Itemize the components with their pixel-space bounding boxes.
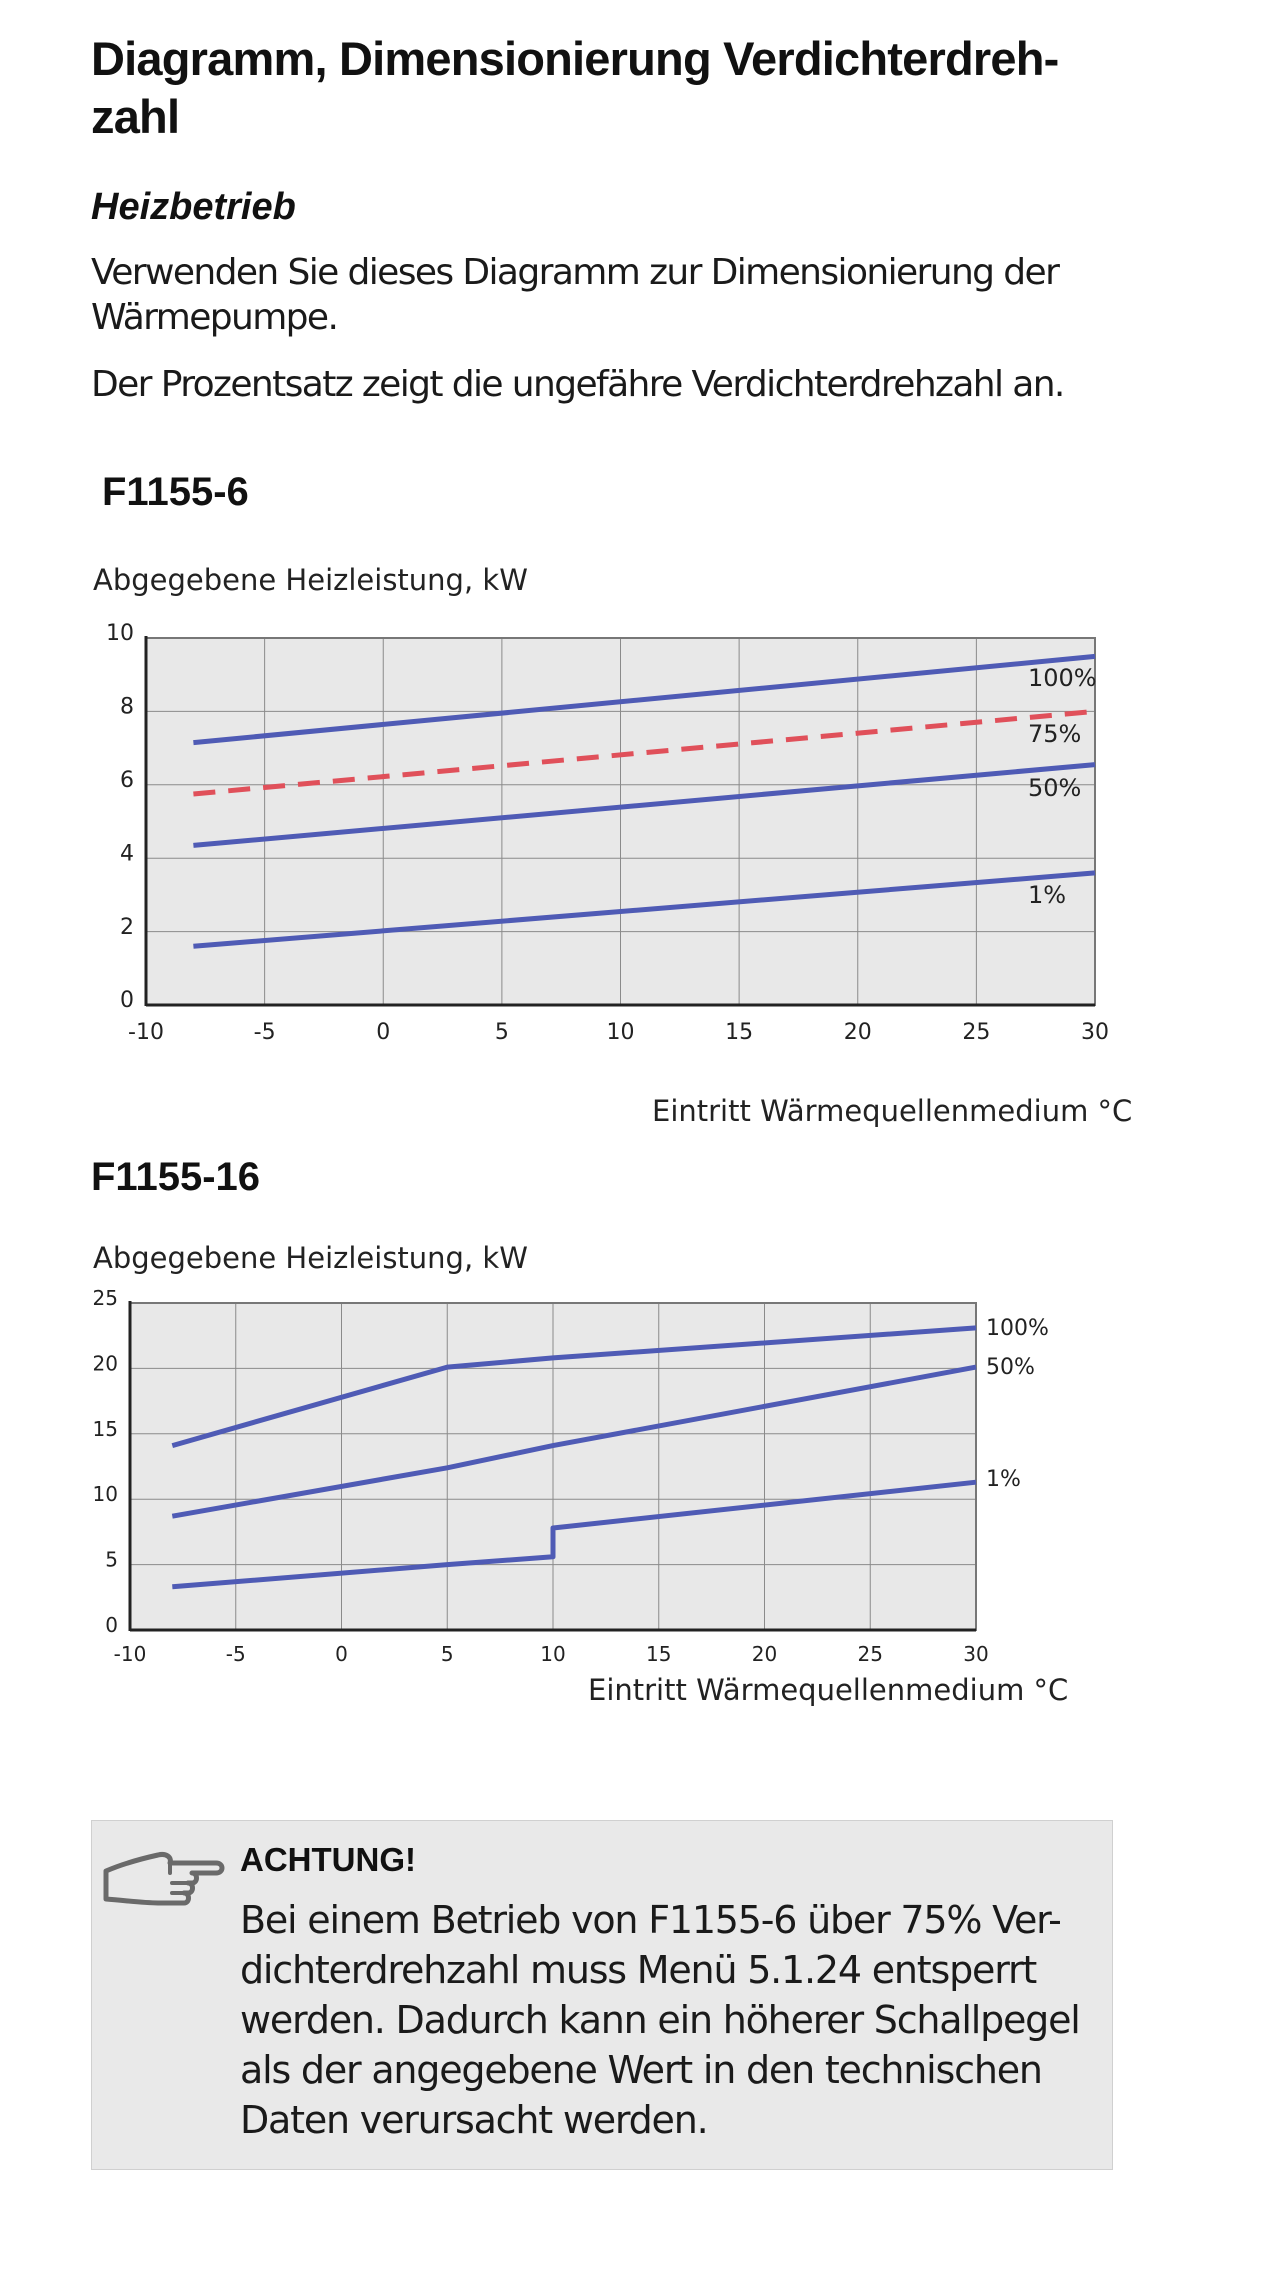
warning-heading: ACHTUNG! — [240, 1841, 416, 1878]
y-tick-label: 25 — [92, 1286, 118, 1310]
series-label: 100% — [1028, 664, 1097, 692]
x-tick-label: -5 — [253, 1020, 276, 1045]
series-label: 1% — [1028, 881, 1067, 909]
y-tick-label: 10 — [92, 1482, 118, 1507]
x-tick-label: -10 — [113, 1642, 147, 1666]
x-tick-label: 5 — [440, 1642, 454, 1666]
y-tick-label: 0 — [120, 988, 134, 1014]
y-tick-label: 10 — [106, 621, 134, 647]
y-tick-label: 0 — [105, 1613, 118, 1637]
x-axis-title: Eintritt Wärmequellenmedium °C — [652, 1094, 1133, 1128]
y-tick-label: 6 — [120, 768, 134, 793]
series-label: 50% — [1028, 774, 1082, 802]
x-tick-label: 30 — [1081, 1020, 1109, 1045]
x-tick-label: 0 — [376, 1020, 391, 1045]
x-axis-title: Eintritt Wärmequellenmedium °C — [588, 1673, 1069, 1707]
y-tick-label: 8 — [120, 694, 134, 720]
y-tick-label: 2 — [120, 914, 134, 940]
warning-text — [240, 1895, 1100, 2145]
x-tick-label: -10 — [128, 1020, 164, 1045]
y-axis-title: Abgegebene Heizleistung, kW — [93, 563, 528, 597]
warning-text-line: dichterdrehzahl muss Menü 5.1.24 entsperrt — [240, 1948, 1037, 1992]
percentage-paragraph: Der Prozentsatz zeigt die ungefähre Verdichterdrehzahl an. — [91, 364, 1064, 405]
series-label: 100% — [986, 1316, 1049, 1341]
x-tick-label: 10 — [540, 1642, 566, 1666]
warning-note — [91, 1820, 1113, 2170]
x-tick-label: 0 — [335, 1642, 348, 1666]
x-tick-label: 25 — [857, 1642, 883, 1666]
y-tick-label: 4 — [120, 841, 134, 867]
chart-1-model-heading: F1155-6 — [102, 470, 249, 514]
warning-text-line: als der angegebene Wert in den technischen — [240, 2048, 1042, 2092]
page-title — [91, 30, 1151, 146]
x-tick-label: 30 — [963, 1642, 989, 1666]
page-title-line-2: zahl — [91, 90, 180, 143]
page-title-line-1: Diagramm, Dimensionierung Verdichterdreh- — [91, 32, 1059, 85]
intro-paragraph: Verwenden Sie dieses Diagramm zur Dimensionierung der Wärmepumpe. — [91, 252, 1059, 338]
x-tick-label: 10 — [606, 1020, 635, 1045]
y-axis-title: Abgegebene Heizleistung, kW — [93, 1241, 528, 1275]
series-label: 75% — [1028, 720, 1082, 748]
x-tick-label: 15 — [646, 1642, 672, 1666]
y-tick-label: 20 — [92, 1351, 118, 1376]
warning-text-line: Bei einem Betrieb von F1155-6 über 75% Ver- — [240, 1898, 1061, 1942]
section-subtitle: Heizbetrieb — [91, 186, 296, 228]
series-label: 50% — [986, 1355, 1035, 1380]
chart-2-model-heading: F1155-16 — [91, 1155, 261, 1199]
x-tick-label: 20 — [843, 1020, 872, 1045]
warning-text-line: Daten verursacht werden. — [240, 2098, 708, 2142]
x-tick-label: 5 — [494, 1020, 509, 1045]
series-label: 1% — [986, 1467, 1021, 1492]
y-tick-label: 5 — [105, 1547, 118, 1572]
x-tick-label: 20 — [751, 1642, 778, 1666]
chart-f1155-16 — [0, 1220, 1180, 1720]
y-tick-label: 15 — [92, 1416, 118, 1441]
x-tick-label: 25 — [962, 1020, 991, 1045]
pointing-hand-icon — [100, 1841, 225, 1931]
chart-f1155-6 — [0, 540, 1180, 1140]
x-tick-label: 15 — [725, 1020, 754, 1045]
x-tick-label: -5 — [225, 1642, 246, 1666]
warning-text-line: werden. Dadurch kann ein höherer Schallpegel — [240, 1998, 1080, 2042]
